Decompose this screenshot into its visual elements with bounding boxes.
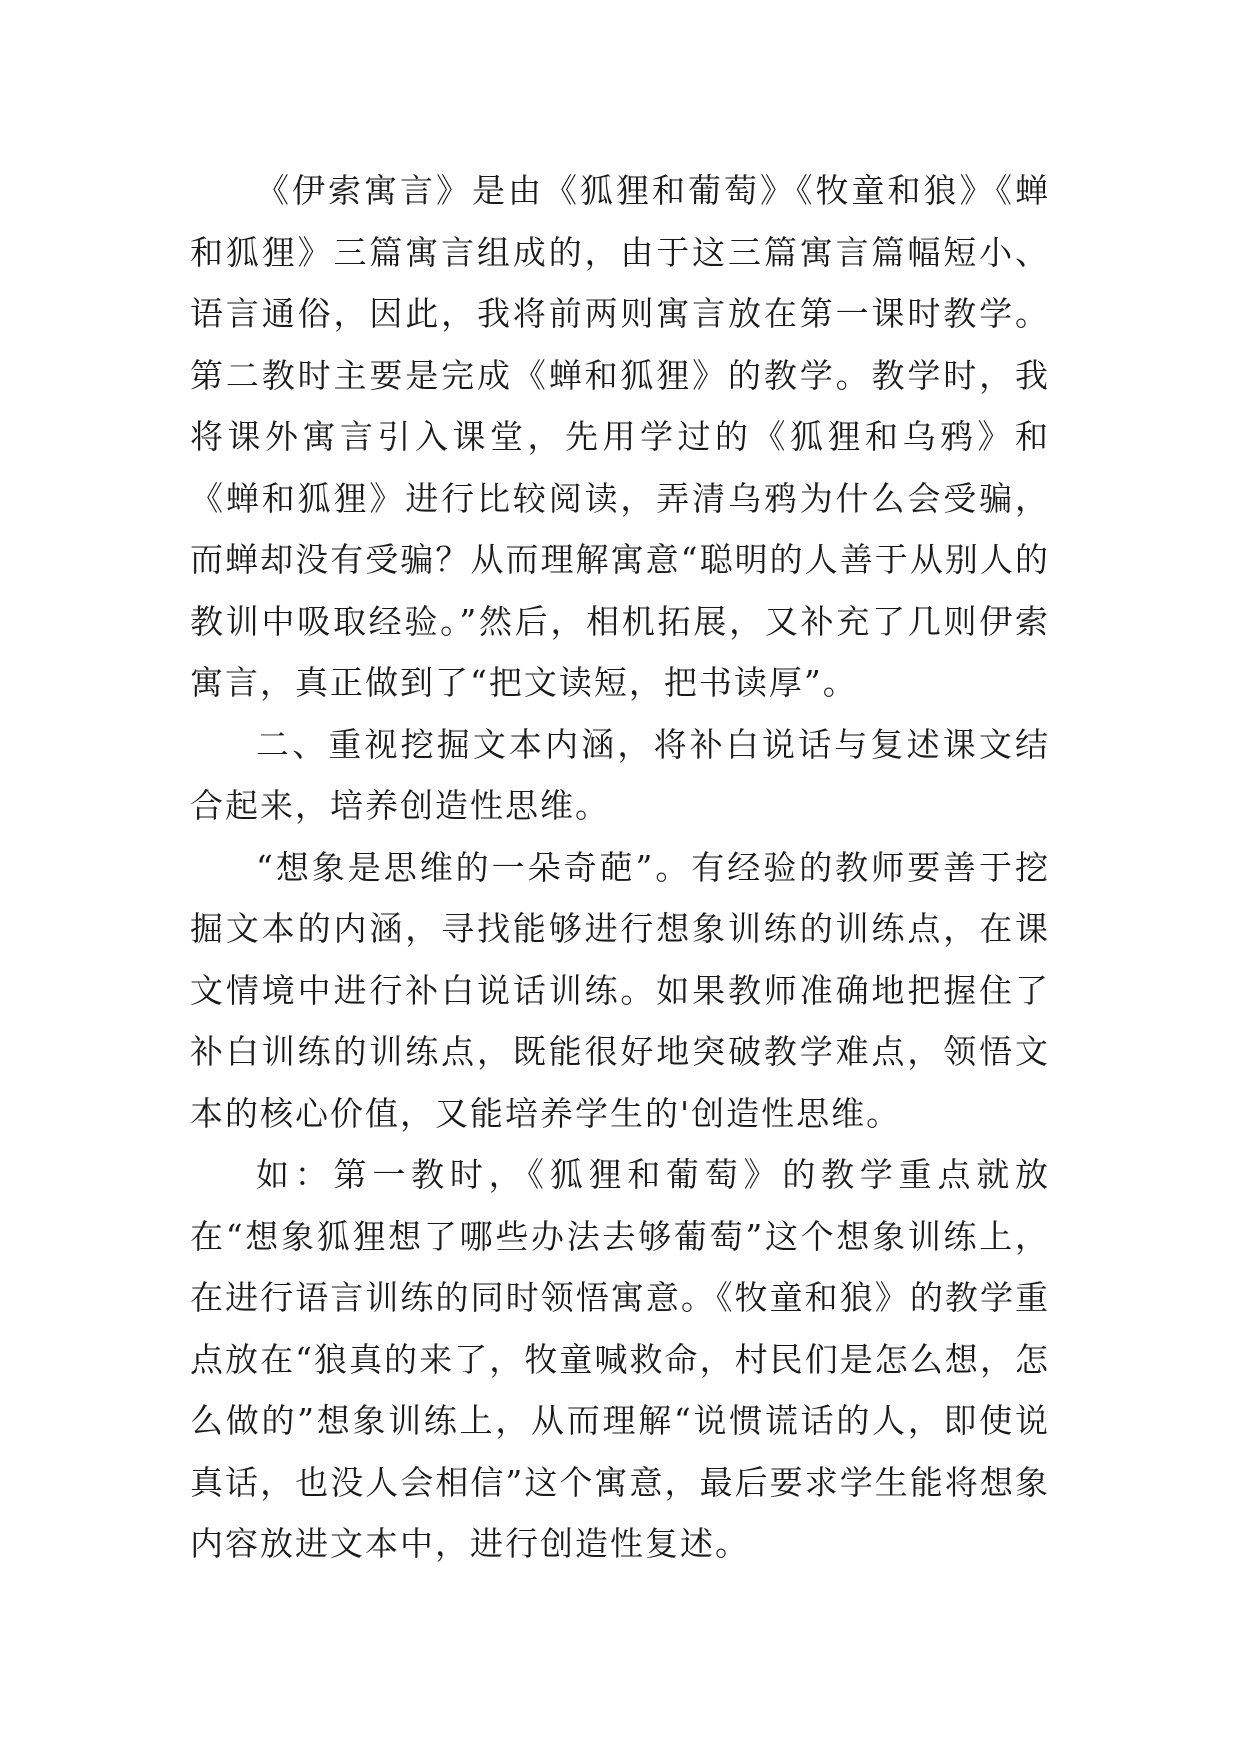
document-body: [190, 160, 1050, 1575]
paragraph-example: 如：第一教时，《狐狸和葡萄》的教学重点就放在“想象狐狸想了哪些办法去够葡萄”这个想象训练上，在进行语言训练的同时领悟寓意。《牧童和狼》的教学重点放在“狼真的来了，牧童喊救命，村民们是怎么想，怎么做的”想象训练上，从而理解“说惯谎话的人，即使说真话，也没人会相信”这个寓意，最后要求学生能将想象内容放进文本中，进行创造性复述。: [190, 1155, 1050, 1563]
paragraph-intro: 《伊索寓言》是由《狐狸和葡萄》《牧童和狼》《蝉和狐狸》三篇寓言组成的，由于这三篇寓言篇幅短小、语言通俗，因此，我将前两则寓言放在第一课时教学。第二教时主要是完成《蝉和狐狸》的教学。教学时，我将课外寓言引入课堂，先用学过的《狐狸和乌鸦》和《蝉和狐狸》进行比较阅读，弄清乌鸦为什么会受骗，而蝉却没有受骗？从而理解寓意“聪明的人善于从别人的教训中吸取经验。”然后，相机拓展，又补充了几则伊索寓言，真正做到了“把文读短，把书读厚”。: [190, 171, 1050, 702]
paragraph-imagination: “想象是思维的一朵奇葩”。有经验的教师要善于挖掘文本的内涵，寻找能够进行想象训练的训练点，在课文情境中进行补白说话训练。如果教师准确地把握住了补白训练的训练点，既能很好地突破教学难点，领悟文本的核心价值，又能培养学生的'创造性思维。: [190, 847, 1050, 1133]
section-heading-2: 二、重视挖掘文本内涵，将补白说话与复述课文结合起来，培养创造性思维。: [190, 724, 1050, 825]
